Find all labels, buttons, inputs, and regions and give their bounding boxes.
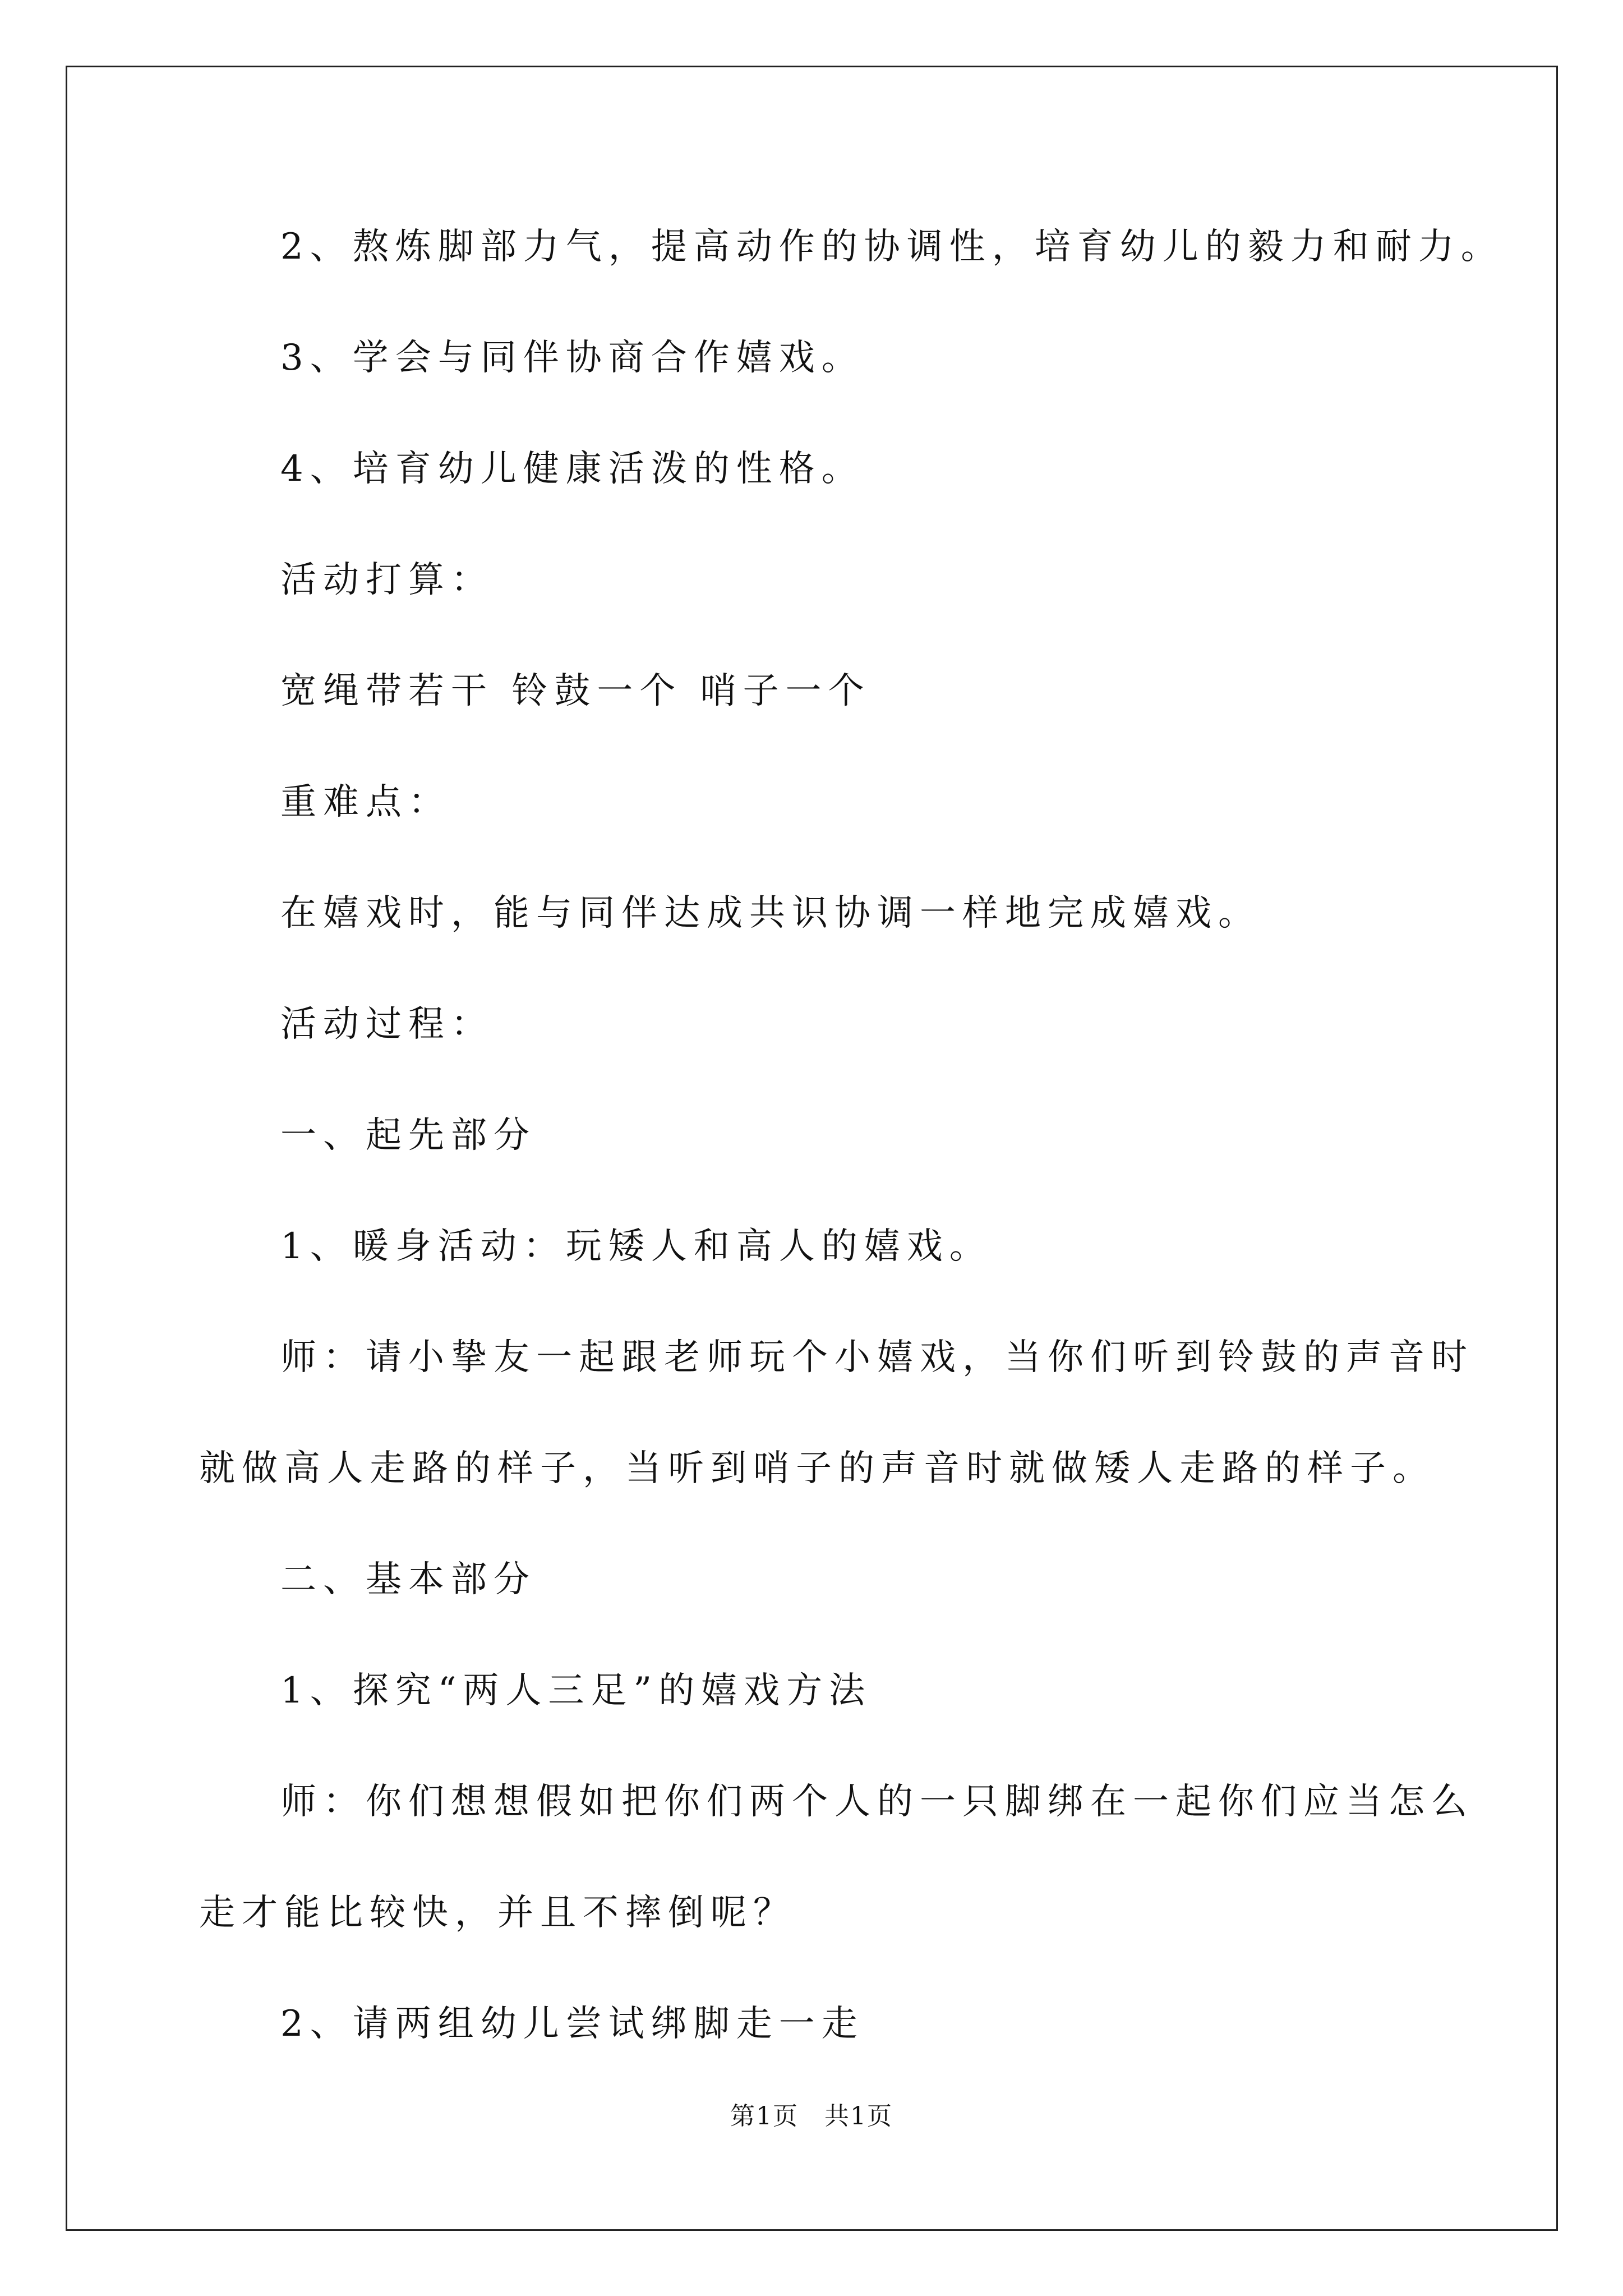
section-heading: 活动打算： — [280, 559, 494, 601]
text-line: 4、培育幼儿健康活泼的性格。 — [280, 448, 864, 490]
text-line: 宽绳带若干 铃鼓一个 哨子一个 — [280, 670, 871, 712]
text-line: 师：请小挚友一起跟老师玩个小嬉戏，当你们听到铃鼓的声音时 — [280, 1337, 1474, 1378]
text-line: 2、请两组幼儿尝试绑脚走一走 — [280, 2003, 864, 2045]
text-line-continuation: 走才能比较快，并且不摔倒呢？ — [199, 1892, 796, 1934]
section-heading: 一、起先部分 — [280, 1115, 536, 1156]
section-heading: 活动过程： — [280, 1004, 494, 1045]
text-line: 1、探究“两人三足”的嬉戏方法 — [280, 1670, 872, 1711]
text-line: 3、学会与同伴协商合作嬉戏。 — [280, 337, 864, 379]
page-footer: 第1页 共1页 — [730, 2102, 893, 2131]
text-line: 2、熬炼脚部力气，提高动作的协调性，培育幼儿的毅力和耐力。 — [280, 226, 1504, 268]
text-line-continuation: 就做高人走路的样子，当听到哨子的声音时就做矮人走路的样子。 — [199, 1448, 1435, 1489]
text-line: 师：你们想想假如把你们两个人的一只脚绑在一起你们应当怎么 — [280, 1781, 1474, 1823]
section-heading: 二、基本部分 — [280, 1559, 536, 1600]
text-line: 在嬉戏时，能与同伴达成共识协调一样地完成嬉戏。 — [280, 892, 1261, 934]
text-line: 1、暖身活动：玩矮人和高人的嬉戏。 — [280, 1226, 992, 1267]
section-heading: 重难点： — [280, 781, 451, 823]
